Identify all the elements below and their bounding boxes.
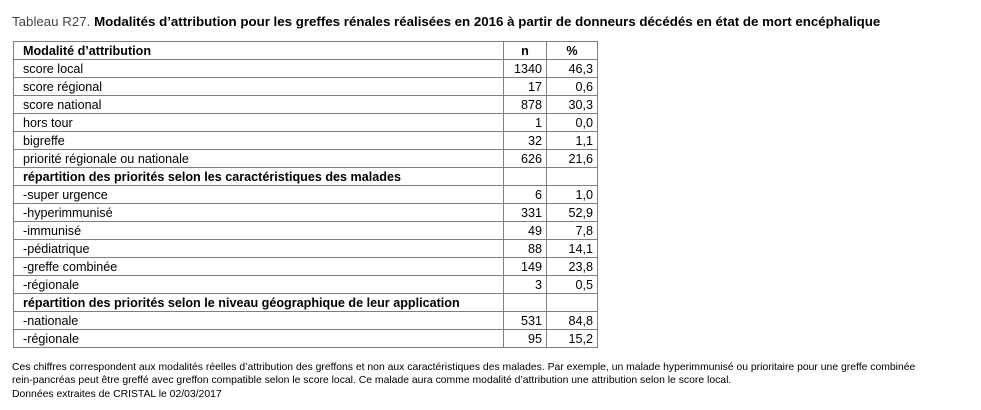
table-row [14, 204, 598, 222]
row-count: 95 [504, 330, 547, 348]
row-percent: 23,8 [547, 258, 598, 276]
header-modalite: Modalité d’attribution [14, 42, 504, 60]
row-label: -super urgence [14, 186, 504, 204]
footnote-line: Ces chiffres correspondent aux modalités réelles d’attribution des greffons et non aux caractéristiques des malades. Par exemple, un malade hyperimmunisé ou prioritaire pour une greffe combinée [12, 362, 916, 373]
row-percent: 1,0 [547, 186, 598, 204]
row-count: 88 [504, 240, 547, 258]
table-row [14, 240, 598, 258]
row-count: 1340 [504, 60, 547, 78]
table-row [14, 258, 598, 276]
section-row [14, 168, 598, 186]
table-body [14, 60, 598, 348]
row-count: 32 [504, 132, 547, 150]
table-number: Tableau R27. [12, 14, 91, 29]
row-percent: 30,3 [547, 96, 598, 114]
row-label: répartition des priorités selon le niveau géographique de leur application [14, 294, 504, 312]
row-label: -greffe combinée [14, 258, 504, 276]
row-percent: 1,1 [547, 132, 598, 150]
table-row [14, 276, 598, 294]
row-label: -hyperimmunisé [14, 204, 504, 222]
row-label: répartition des priorités selon les caractéristiques des malades [14, 168, 504, 186]
table-row [14, 312, 598, 330]
table-title [12, 14, 880, 29]
row-count [504, 294, 547, 312]
row-percent: 52,9 [547, 204, 598, 222]
row-label: -nationale [14, 312, 504, 330]
row-label: -régionale [14, 276, 504, 294]
footnote-line: rein-pancréas peut être greffé avec greffon compatible selon le score local. Ce malade aura comme modalité d’attribution une attribution selon le score local. [12, 375, 732, 387]
row-count: 878 [504, 96, 547, 114]
table-row [14, 114, 598, 132]
table-row [14, 60, 598, 78]
row-percent: 0,5 [547, 276, 598, 294]
table-row [14, 78, 598, 96]
row-count: 149 [504, 258, 547, 276]
row-label: score local [14, 60, 504, 78]
row-count: 17 [504, 78, 547, 96]
row-percent: 84,8 [547, 312, 598, 330]
footnotes [12, 361, 915, 401]
row-percent: 0,6 [547, 78, 598, 96]
row-percent: 14,1 [547, 240, 598, 258]
header-row [14, 42, 598, 60]
table-row [14, 186, 598, 204]
row-count: 331 [504, 204, 547, 222]
row-label: -pédiatrique [14, 240, 504, 258]
header-pct: % [547, 42, 598, 60]
row-count: 6 [504, 186, 547, 204]
table-row [14, 150, 598, 168]
row-count [504, 168, 547, 186]
row-label: -régionale [14, 330, 504, 348]
row-count: 3 [504, 276, 547, 294]
table-caption: Modalités d’attribution pour les greffes rénales réalisées en 2016 à partir de donneurs décédés en état de mort encéphalique [94, 14, 881, 29]
row-label: score national [14, 96, 504, 114]
row-percent: 7,8 [547, 222, 598, 240]
row-label: priorité régionale ou nationale [14, 150, 504, 168]
row-percent [547, 168, 598, 186]
row-count: 1 [504, 114, 547, 132]
row-label: hors tour [14, 114, 504, 132]
row-count: 626 [504, 150, 547, 168]
table-row [14, 132, 598, 150]
source-note: Données extraites de CRISTAL le 02/03/2017 [12, 388, 222, 400]
table-row [14, 222, 598, 240]
row-label: score régional [14, 78, 504, 96]
attribution-table [13, 41, 598, 348]
table-row [14, 96, 598, 114]
header-n: n [504, 42, 547, 60]
row-count: 49 [504, 222, 547, 240]
section-row [14, 294, 598, 312]
row-percent: 46,3 [547, 60, 598, 78]
row-percent [547, 294, 598, 312]
row-label: bigreffe [14, 132, 504, 150]
row-percent: 15,2 [547, 330, 598, 348]
row-percent: 21,6 [547, 150, 598, 168]
row-count: 531 [504, 312, 547, 330]
row-percent: 0,0 [547, 114, 598, 132]
table-row [14, 330, 598, 348]
row-label: -immunisé [14, 222, 504, 240]
